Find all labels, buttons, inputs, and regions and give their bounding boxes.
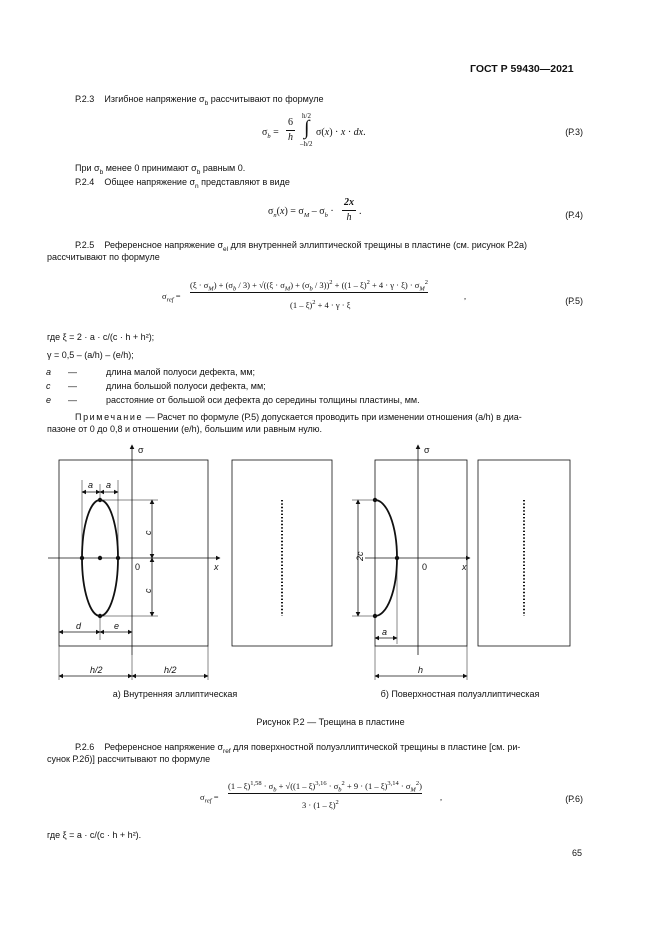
definition-xi-p6: где ξ = a · c/(c · h + h²). [47, 830, 142, 840]
definition-item: a — длина малой полуоси дефекта, мм; [46, 367, 256, 377]
definition-item: c — длина большой полуоси дефекта, мм; [46, 381, 266, 391]
note-block: Примечание — Расчет по формуле (Р.5) допускается проводить при изменении отношения (a/h) в диа- пазоне от 0 до 0,8 и отношении (e/h), большим или равным нулю. [47, 412, 522, 435]
dim-label-a1: a [88, 480, 94, 490]
plate-b [375, 460, 467, 646]
paragraph-p25: Р.2.5 Референсное напряжение $\sigma_{el}$ для внутренней эллиптической трещины в пластине (см. рисунок Р.2а) рассчитывают по формуле [47, 240, 528, 263]
paragraph-p23: Р.2.3 Изгибное напряжение $\sigma_b$ рассчитывают по формуле [75, 94, 324, 107]
figure-crack-diagram [40, 440, 580, 690]
plate-b-side-view [478, 460, 570, 646]
page-number: 65 [572, 848, 583, 858]
dim-label-e: e [114, 621, 120, 631]
dim-label-c1: c [143, 530, 153, 535]
definition-item: e — расстояние от большой оси дефекта до середины толщины пластины, мм. [46, 395, 420, 405]
axis-label-sigma-b: σ [424, 445, 430, 455]
dim-label-h2-right: h/2 [164, 665, 177, 675]
dim-label-a-b: a [382, 627, 388, 637]
note-sigma-b: При $\sigma_b$ менее 0 принимают $\sigma_b$ равным 0. [75, 163, 246, 176]
axis-label-sigma-a: σ [138, 445, 144, 455]
figure-title: Рисунок Р.2 — Трещина в пластине [256, 717, 405, 727]
equation-number-p6: (Р.6) [565, 794, 583, 804]
dim-label-2c: 2c [355, 551, 365, 561]
paragraph-p24: Р.2.4 Общее напряжение $\sigma_n$ представляют в виде [75, 177, 290, 190]
formula-p5: $\sigma_{ref}$ = $(\xi \cdot \sigma_M) + (\sigma_b / 3) + √((\xi \cdot \sigma_M) + (\sigma_b / 3))^2 + ((1 - \xi)^2 + 4 \cdot \gamma \cdot \xi) \cdot \sigma_M^2$ (1 – ξ)$^2$ + 4 · γ · ξ , [162, 279, 467, 310]
note-label: Примечание [75, 412, 144, 422]
equation-number-p4: (Р.4) [565, 210, 583, 220]
paragraph-p26: Р.2.6 Референсное напряжение $\sigma_{ref}$ для поверхностной полуэллиптической трещины в пластине [см. ри- сунок Р.2б)] рассчитывают по формуле [47, 742, 521, 765]
origin-label-a: 0 [135, 562, 141, 572]
dim-label-h: h [418, 665, 424, 675]
formula-p4: $\sigma_n(x) = \sigma_M - \sigma_b$ · $\frac{2x}{h}$ . [268, 197, 362, 223]
definition-xi: где ξ = 2 · a · c/(c · h + h²); [47, 332, 155, 342]
equation-number-p5: (Р.5) [565, 296, 583, 306]
clause-number: Р.2.3 [75, 94, 95, 104]
definition-gamma: γ = 0,5 – (a/h) – (e/h); [47, 350, 134, 360]
dim-label-h2-left: h/2 [90, 665, 103, 675]
formula-p6: $\sigma_{ref}$ = $(1 - \xi)^{1,58} \cdot \sigma_b + √((1 - \xi)^{3,16} \cdot \sigma_b^2 + 9 \cdot (1 - \xi)^{3,14} \cdot \sigma_M^2)$ 3 · (1 – ξ)$^2$ , [200, 780, 443, 810]
dim-label-d: d [76, 621, 82, 631]
axis-label-x-b: x [462, 562, 467, 572]
plate-a-side-view [232, 460, 332, 646]
figure-caption-a: а) Внутренняя эллиптическая [112, 689, 238, 699]
dim-label-c2: c [143, 588, 153, 593]
axis-label-x-a: x [214, 562, 219, 572]
figure-caption-b: б) Поверхностная полуэллиптическая [380, 689, 540, 699]
origin-label-b: 0 [422, 562, 428, 572]
document-code: ГОСТ Р 59430—2021 [470, 63, 574, 75]
dim-label-a2: a [106, 480, 112, 490]
equation-number-p3: (Р.3) [565, 127, 583, 137]
formula-p3: $\sigma_b$ = $\frac{6}{h}$ h/2 ∫ –h/2 σ(x) · x · dx. [262, 112, 366, 148]
